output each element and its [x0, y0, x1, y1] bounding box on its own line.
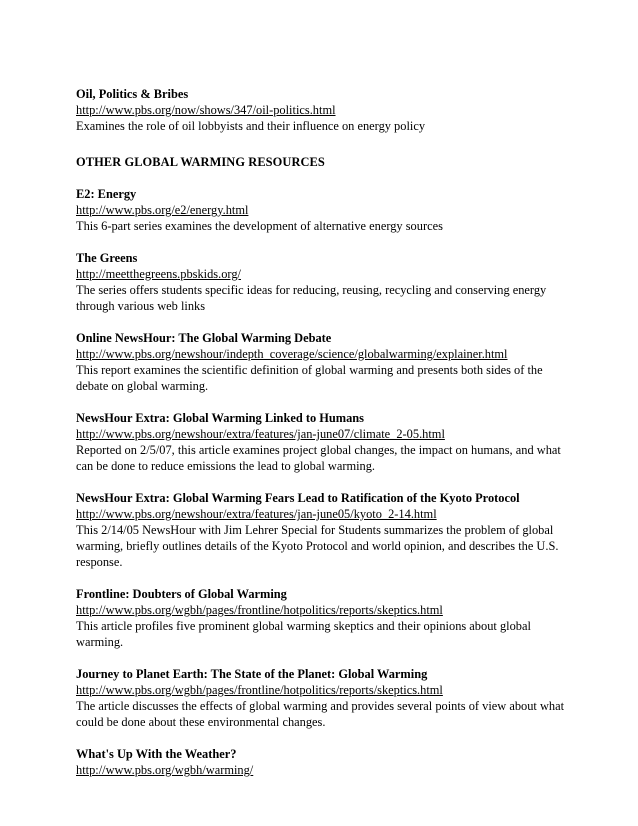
resource-link[interactable]: http://www.pbs.org/newshour/indepth_coverage/science/globalwarming/explainer.html [76, 347, 508, 361]
resource-description: The series offers students specific ideas for reducing, reusing, recycling and conserving energy through various web links [76, 283, 547, 313]
resource-link[interactable]: http://meetthegreens.pbskids.org/ [76, 267, 241, 281]
resource-description: The article discusses the effects of global warming and provides several points of view about what could be done about these environmental changes. [76, 699, 565, 729]
resource-link[interactable]: http://www.pbs.org/now/shows/347/oil-politics.html [76, 103, 336, 117]
resource-link[interactable]: http://www.pbs.org/e2/energy.html [76, 203, 249, 217]
resource-entry-the-greens [76, 250, 576, 314]
resource-entry-e2-energy [76, 186, 576, 234]
resource-title: NewsHour Extra: Global Warming Fears Lead to Ratification of the Kyoto Protocol [76, 491, 520, 505]
resource-entry-doubters [76, 586, 576, 650]
resource-entry-oil-politics [76, 86, 576, 134]
resource-title: NewsHour Extra: Global Warming Linked to Humans [76, 411, 365, 425]
section-heading: OTHER GLOBAL WARMING RESOURCES [76, 155, 325, 169]
resource-entry-journey-planet-earth [76, 666, 576, 730]
resource-description: This report examines the scientific definition of global warming and presents both sides of the debate on global warming. [76, 363, 543, 393]
resource-entry-kyoto-protocol [76, 490, 576, 570]
resource-entry-linked-to-humans [76, 410, 576, 474]
resource-entry-whats-up-weather [76, 746, 576, 778]
resource-title: Oil, Politics & Bribes [76, 87, 189, 101]
resource-description: Examines the role of oil lobbyists and their influence on energy policy [76, 119, 426, 133]
resource-link[interactable]: http://www.pbs.org/wgbh/pages/frontline/hotpolitics/reports/skeptics.html [76, 603, 443, 617]
resource-description: This 2/14/05 NewsHour with Jim Lehrer Special for Students summarizes the problem of global warming, briefly outlines details of the Kyoto Protocol and world opinion, and describes the U.S. response. [76, 523, 559, 569]
resource-title: The Greens [76, 251, 138, 265]
document-page [76, 86, 576, 794]
resource-title: E2: Energy [76, 187, 137, 201]
resource-link[interactable]: http://www.pbs.org/newshour/extra/features/jan-june07/climate_2-05.html [76, 427, 445, 441]
resource-entry-global-warming-debate [76, 330, 576, 394]
resource-title: Frontline: Doubters of Global Warming [76, 587, 287, 601]
resource-description: Reported on 2/5/07, this article examines project global changes, the impact on humans, and what can be done to reduce emissions the lead to global warming. [76, 443, 561, 473]
resource-link[interactable]: http://www.pbs.org/newshour/extra/features/jan-june05/kyoto_2-14.html [76, 507, 437, 521]
resource-description: This 6-part series examines the development of alternative energy sources [76, 219, 443, 233]
resource-link[interactable]: http://www.pbs.org/wgbh/pages/frontline/hotpolitics/reports/skeptics.html [76, 683, 443, 697]
resource-title: What's Up With the Weather? [76, 747, 237, 761]
resource-description: This article profiles five prominent global warming skeptics and their opinions about global warming. [76, 619, 531, 649]
resource-link[interactable]: http://www.pbs.org/wgbh/warming/ [76, 763, 254, 777]
resource-title: Journey to Planet Earth: The State of the Planet: Global Warming [76, 667, 428, 681]
resource-title: Online NewsHour: The Global Warming Debate [76, 331, 332, 345]
